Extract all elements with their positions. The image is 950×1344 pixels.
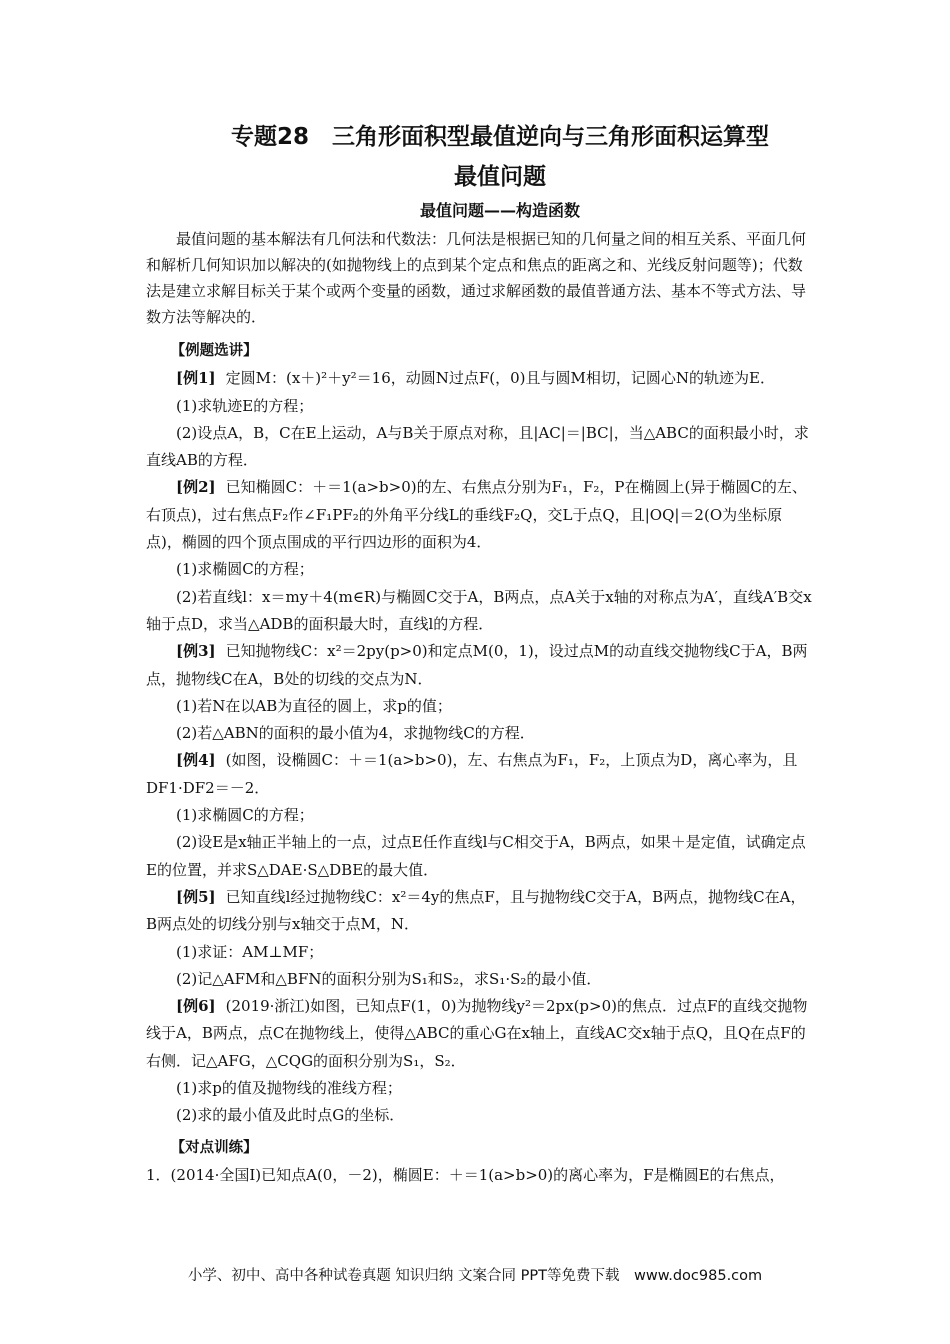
footer-text: 小学、初中、高中各种试卷真题 知识归纳 文案合同 PPT等免费下载 www.doc985.com [187,1268,763,1284]
training-item-1: 1．(2014·全国Ⅰ)已知点A(0，－2)，椭圆E：＋＝1(a>b>0)的离心率为，F是椭圆E的右焦点， [146,1165,785,1184]
example-label: [例5] [176,887,216,906]
example-3-statement [146,638,814,693]
example-3-part-1: (1)若N在以AB为直径的圆上，求p的值； [176,696,452,715]
example-label: [例2] [176,478,216,497]
example-text: 定圆M：(x＋)²＋y²＝16，动圆N过点F(，0)且与圆M相切，记圆心N的轨迹为E． [225,369,775,388]
example-5-part-2: (2)记△AFM和△BFN的面积分别为S₁和S₂，求S₁·S₂的最小值． [176,969,602,988]
example-2-part-1: (1)求椭圆C的方程； [176,560,314,579]
page-title-line-2: 最值问题 [454,164,546,190]
page-title-line-1: 专题28 三角形面积型最值逆向与三角形面积运算型 [230,124,769,150]
example-text: (如图，设椭圆C：＋＝1(a>b>0)，左、右焦点为F₁，F₂，上顶点为D，离心率为，且DF1·DF2＝－2． [146,751,798,797]
example-1-part-1: (1)求轨迹E的方程； [176,396,314,415]
example-text: 已知直线l经过抛物线C：x²＝4y的焦点F，且与抛物线C交于A，B两点，抛物线C在A，B两点处的切线分别与x轴交于点M，N． [146,887,806,934]
examples-heading: 【例题选讲】 [170,343,258,359]
example-1-part-2: (2)设点A，B，C在E上运动，A与B关于原点对称，且|AC|＝|BC|，当△ABC的面积最小时，求直线AB的方程． [146,423,809,470]
example-label: [例4] [176,751,216,770]
example-4-part-1: (1)求椭圆C的方程； [176,806,314,825]
intro-paragraph: 最值问题的基本解法有几何法和代数法：几何法是根据已知的几何量之间的相互关系、平面几何和解析几何知识加以解决的(如抛物线上的点到某个定点和焦点的距离之和、光线反射问题等)；代数法是建立求解目标关于某个或两个变量的函数，通过求解函数的最值普通方法、基本不等式方法、导数方法等解决的． [146,230,807,326]
example-4-part-2: (2)设E是x轴正半轴上的一点，过点E任作直线l与C相交于A，B两点，如果＋是定值，试确定点E的位置，并求S△DAE·S△DBE的最大值． [146,833,806,879]
example-6-statement [146,993,814,1075]
example-label: [例1] [176,369,216,388]
example-label: [例3] [176,642,216,661]
example-text: 已知椭圆C：＋＝1(a>b>0)的左、右焦点分别为F₁，F₂，P在椭圆上(异于椭圆C的左、右顶点)，过右焦点F₂作∠F₁PF₂的外角平分线L的垂线F₂Q，交L于点Q，且|OQ|＝2(O为坐标原点)，椭圆的四个顶点围成的平行四边形的面积为4． [146,478,807,552]
example-5-statement [146,884,814,939]
example-text: 已知抛物线C：x²＝2py(p>0)和定点M(0，1)，设过点M的动直线交抛物线C于A，B两点，抛物线C在A，B处的切线的交点为N． [146,642,808,688]
example-6-part-2: (2)求的最小值及此时点G的坐标． [176,1106,405,1125]
example-5-part-1: (1)求证：AM⊥MF； [176,942,324,961]
training-heading: 【对点训练】 [170,1139,258,1156]
example-3-part-2: (2)若△ABN的面积的最小值为4，求抛物线C的方程． [176,724,535,743]
example-label: [例6] [176,997,216,1016]
example-4-statement [146,747,814,802]
example-2-part-2: (2)若直线l：x＝my＋4(m∈R)与椭圆C交于A，B两点，点A关于x轴的对称点为A′，直线A′B交x轴于点D，求当△ADB的面积最大时，直线l的方程． [146,587,812,633]
example-6-part-1: (1)求p的值及抛物线的准线方程； [176,1079,402,1098]
example-2-statement [146,474,814,556]
example-1-statement [146,365,814,392]
example-text: (2019·浙江)如图，已知点F(1，0)为抛物线y²＝2px(p>0)的焦点．过点F的直线交抛物线于A，B两点，点C在抛物线上，使得△ABC的重心G在x轴上，直线AC交x轴于点Q，且Q在点F的右侧．记△AFG，△CQG的面积分别为S₁，S₂． [146,997,808,1070]
section-subtitle: 最值问题——构造函数 [419,201,580,220]
document-body [146,338,814,1189]
